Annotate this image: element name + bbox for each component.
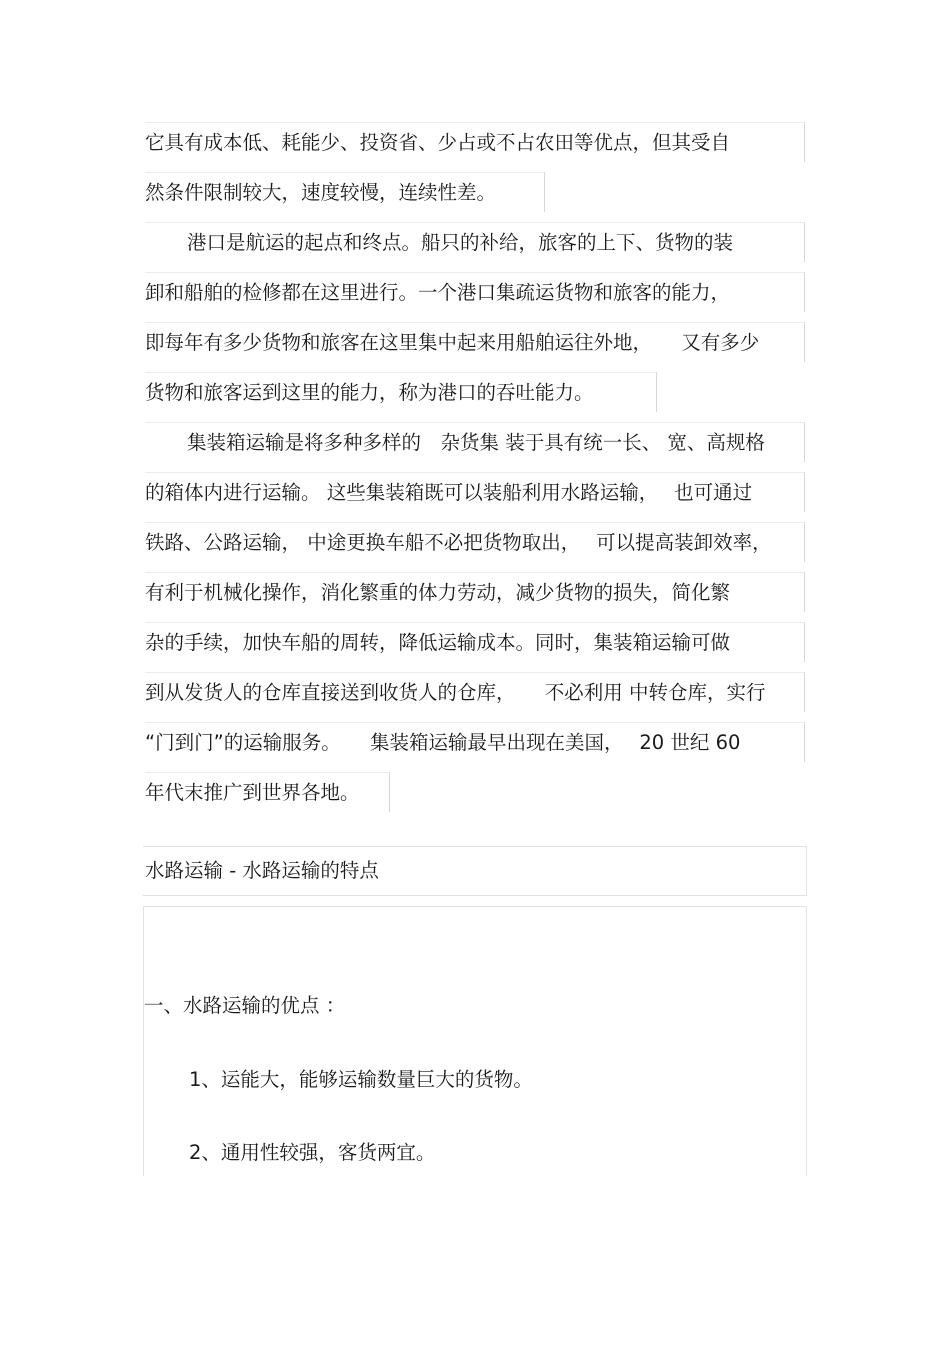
paragraph-1-line-2: 然条件限制较大，速度较慢，连续性差。 <box>145 172 545 212</box>
section-heading: 水路运输 - 水路运输的特点 <box>143 846 807 896</box>
paragraph-3-line-8: 年代末推广到世界各地。 <box>145 772 390 812</box>
paragraph-3-line-4: 有利于机械化操作，消化繁重的体力劳动，减少货物的损失，简化繁 <box>145 572 805 612</box>
paragraph-3-line-7: “门到门”的运输服务。 集装箱运输最早出现在美国， 20 世纪 60 <box>145 722 805 762</box>
paragraph-2-line-3: 即每年有多少货物和旅客在这里集中起来用船舶运往外地， 又有多少 <box>145 322 805 362</box>
paragraph-3-line-2: 的箱体内进行运输。 这些集装箱既可以装船利用水路运输， 也可通过 <box>145 472 805 512</box>
advantage-item-2: 2、通用性较强，客货两宜。 <box>189 1141 436 1164</box>
advantages-section <box>143 906 807 1176</box>
paragraph-3-line-5: 杂的手续，加快车船的周转，降低运输成本。同时，集装箱运输可做 <box>145 622 805 662</box>
paragraph-3-line-1: 集装箱运输是将多种多样的 杂货集 装于具有统一长、 宽、高规格 <box>145 422 805 462</box>
advantages-title: 一、水路运输的优点 ： <box>144 994 346 1017</box>
advantage-item-1: 1、运能大，能够运输数量巨大的货物。 <box>189 1068 533 1091</box>
paragraph-1-line-1: 它具有成本低、耗能少、投资省、少占或不占农田等优点，但其受自 <box>145 122 805 162</box>
paragraph-2-line-2: 卸和船舶的检修都在这里进行。一个港口集疏运货物和旅客的能力， <box>145 272 805 312</box>
paragraph-3-line-6: 到从发货人的仓库直接送到收货人的仓库， 不必利用 中转仓库，实行 <box>145 672 805 712</box>
paragraph-3-line-3: 铁路、公路运输， 中途更换车船不必把货物取出， 可以提高装卸效率， <box>145 522 805 562</box>
paragraph-2-line-4: 货物和旅客运到这里的能力，称为港口的吞吐能力。 <box>145 372 657 412</box>
paragraph-2-line-1: 港口是航运的起点和终点。船只的补给，旅客的上下、货物的装 <box>145 222 805 262</box>
